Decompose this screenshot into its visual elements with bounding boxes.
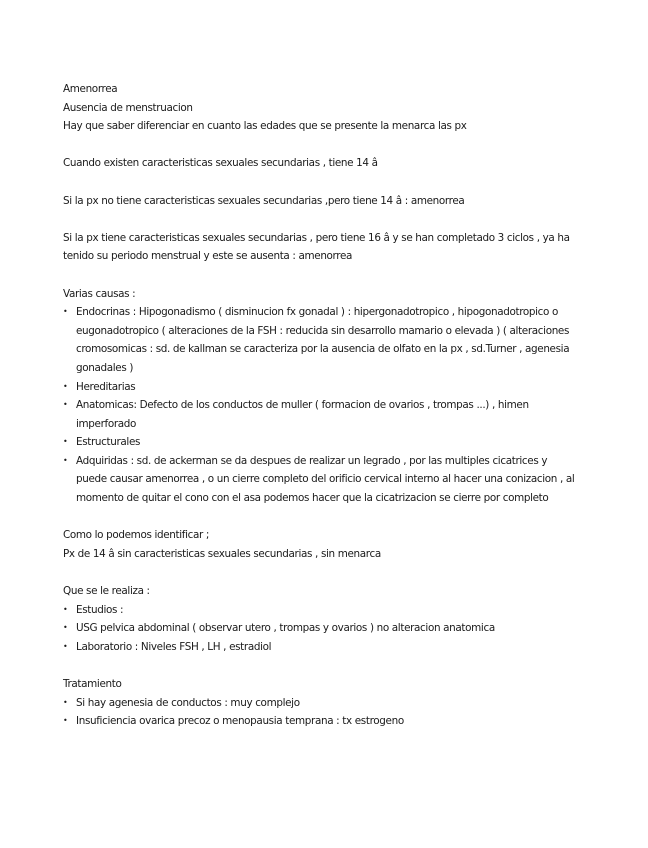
paragraph-with-characteristics: Si la px tiene caracteristicas sexuales secundarias , pero tiene 16 â y se han completado 3 ciclos , ya ha tenido su periodo menstrual y este se ausenta : amenorrea <box>63 231 570 263</box>
treatment-heading: Tratamiento <box>63 678 122 690</box>
list-item: • Hereditarias <box>63 378 575 397</box>
list-item: • Laboratorio : Niveles FSH , LH , estradiol <box>63 638 583 657</box>
list-item: • Endocrinas : Hipogonadismo ( disminucion fx gonadal ) : hipergonadotropico , hipogonadotropico o eugonadotropico ( alteraciones de la FSH : reducida sin desarrollo mamario o elevada ) ( alteraciones cromosomicas : sd. de kallman se caracteriza por la ausencia de olfato en la px , sd.Turner , agenesia gonadales ) <box>63 303 575 377</box>
list-item: • Adquiridas : sd. de ackerman se da despues de realizar un legrado , por las multiples cicatrices y puede causar amenorrea , o un cierre completo del orificio cervical interno al hacer una conizacion , al momento de quitar el cono con el asa podemos hacer que la cicatrizacion se cierre por completo <box>63 452 575 508</box>
list-item: • Estudios : <box>63 601 583 620</box>
list-item: • Si hay agenesia de conductos : muy complejo <box>63 694 583 713</box>
paragraph-secondary-characteristics: Cuando existen caracteristicas sexuales secundarias , tiene 14 â <box>63 157 378 170</box>
document-title: Amenorrea <box>63 83 118 95</box>
intro-line: Hay que saber diferenciar en cuanto las edades que se presente la menarca las px <box>63 120 467 133</box>
document-page <box>63 80 583 731</box>
identify-heading: Como lo podemos identificar ; <box>63 529 210 542</box>
treatment-list <box>63 694 583 731</box>
list-item: • Estructurales <box>63 433 575 452</box>
studies-list <box>63 601 583 657</box>
paragraph-no-characteristics: Si la px no tiene caracteristicas sexuales secundarias ,pero tiene 14 â : amenorrea <box>63 194 465 207</box>
causes-heading: Varias causas : <box>63 287 136 300</box>
list-item: • USG pelvica abdominal ( observar utero , trompas y ovarios ) no alteracion anatomica <box>63 619 583 638</box>
studies-heading: Que se le realiza : <box>63 585 150 598</box>
list-item: • Anatomicas: Defecto de los conductos de muller ( formacion de ovarios , trompas ...) , himen imperforado <box>63 396 575 433</box>
definition-line: Ausencia de menstruacion <box>63 101 193 114</box>
identify-text: Px de 14 â sin caracteristicas sexuales secundarias , sin menarca <box>63 547 381 560</box>
causes-list <box>63 303 575 508</box>
list-item: • Insuficiencia ovarica precoz o menopausia temprana : tx estrogeno <box>63 712 583 731</box>
